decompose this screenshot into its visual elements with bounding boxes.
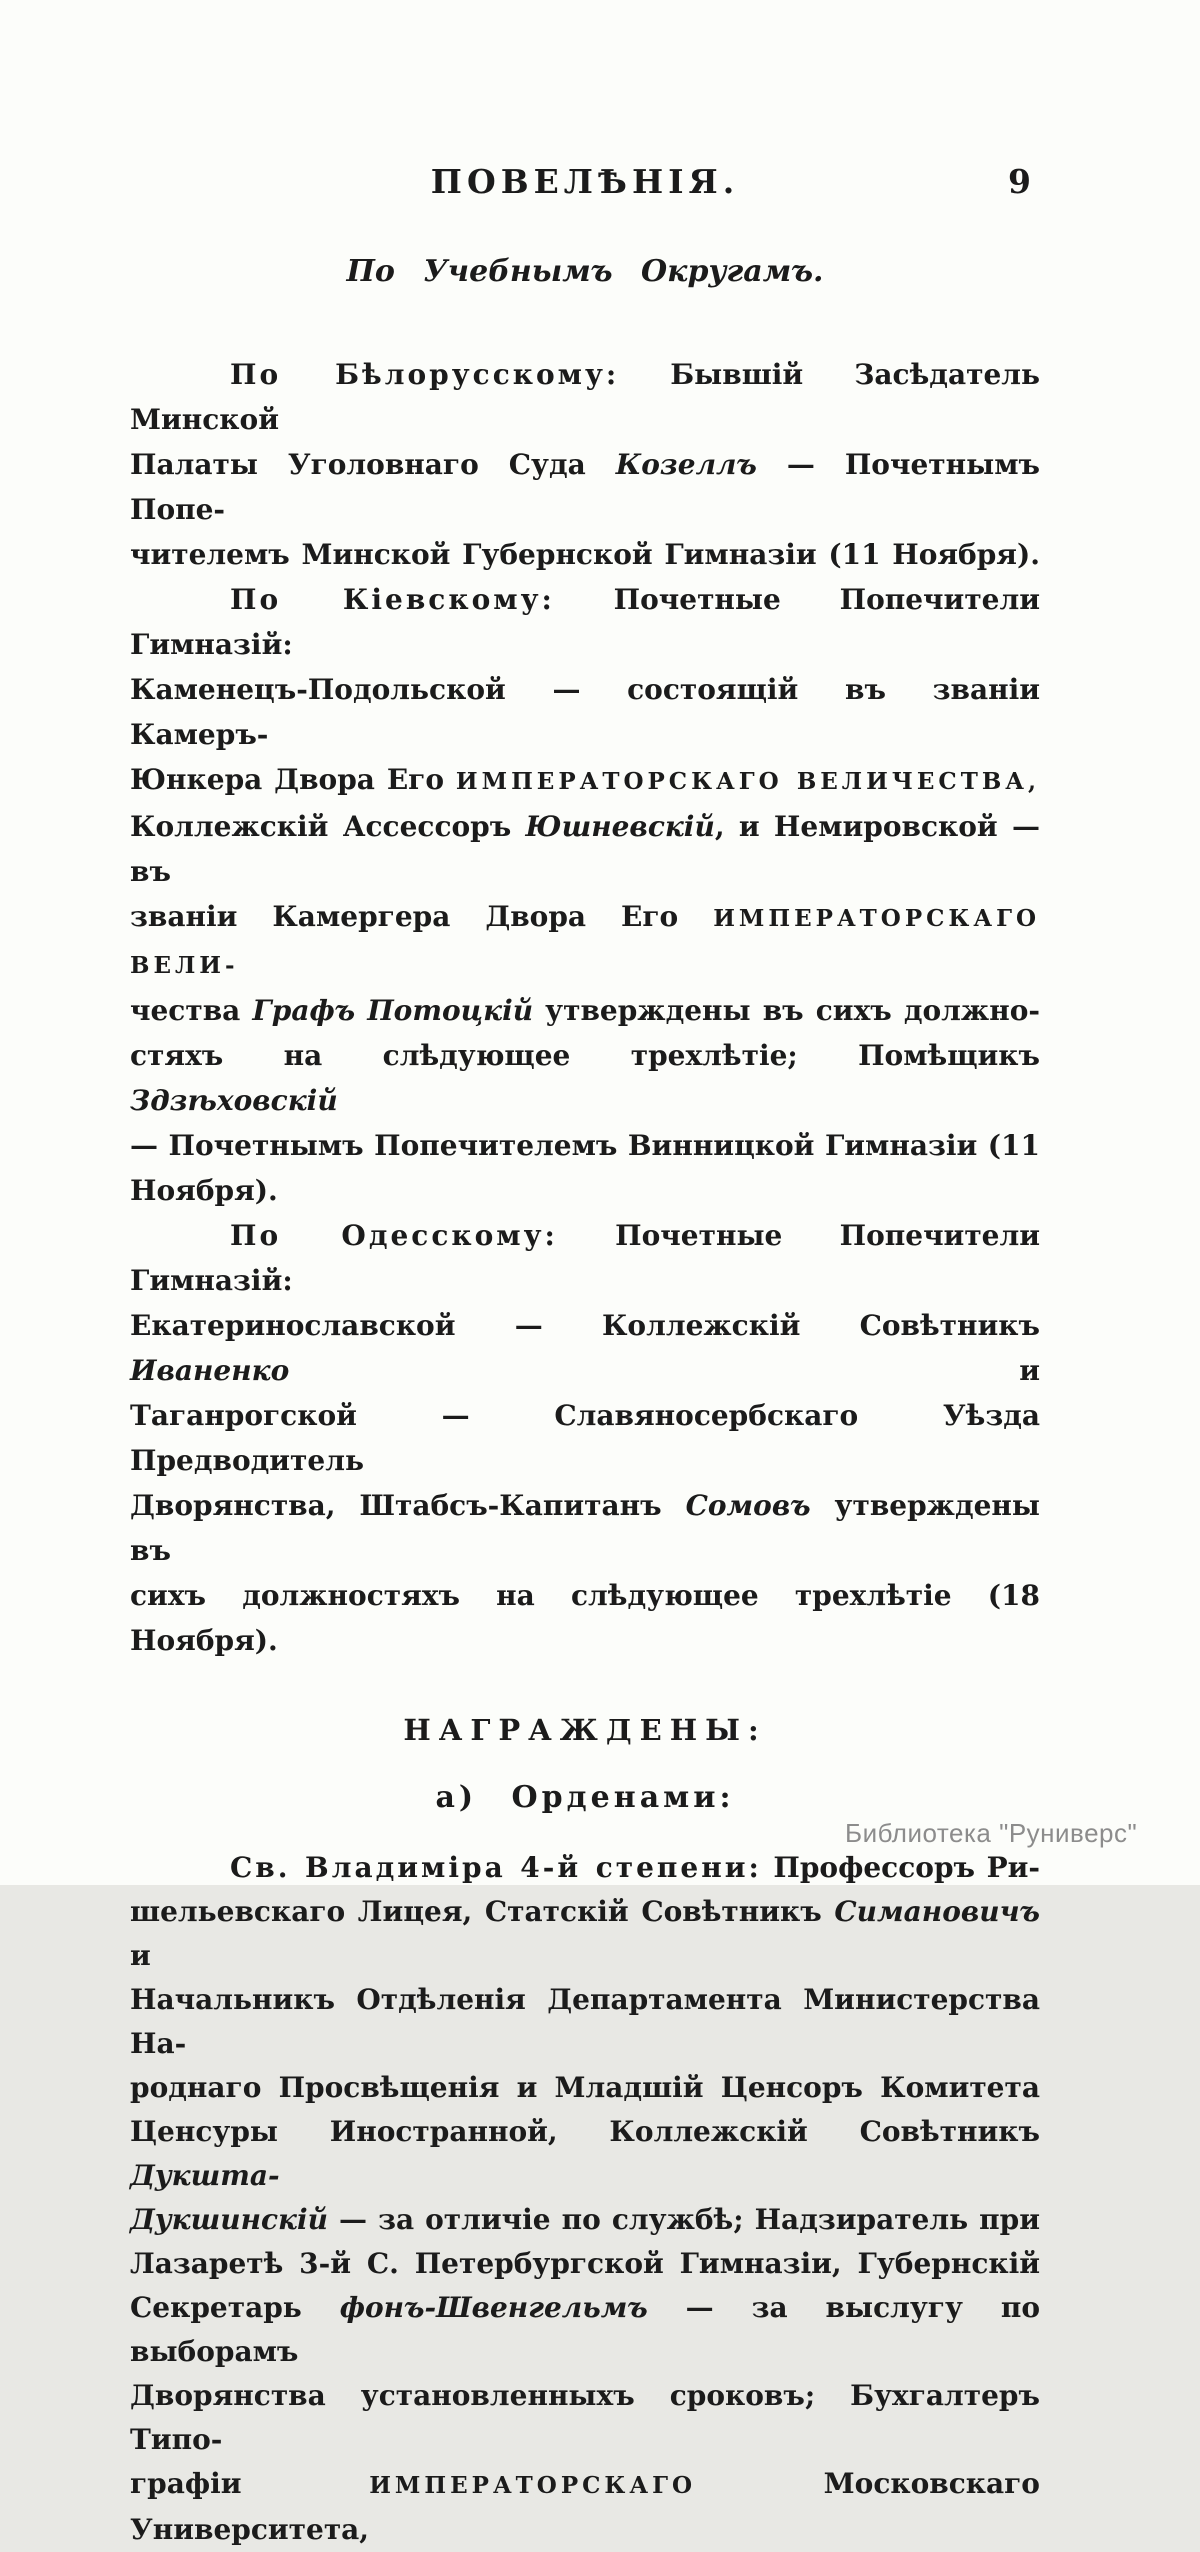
document-body: [130, 352, 1040, 2552]
proper-name-italic: Сомовъ: [685, 1489, 811, 1522]
text-line: [130, 1033, 1040, 1123]
text-segment: Ноября).: [130, 1174, 278, 1207]
heading-orders: [130, 1775, 1040, 1820]
text-segment: Каменецъ-Подольской — состоящій въ званіи Камеръ-: [130, 673, 1040, 751]
proper-name-italic: Здзѣховскій: [130, 1084, 338, 1117]
text-segment: чества: [130, 994, 253, 1027]
text-segment: и: [289, 1354, 1040, 1387]
text-segment: чителемъ Минской Губернской Гимназіи (11 Ноября).: [130, 538, 1040, 571]
text-line: [130, 667, 1040, 757]
page-header: [130, 160, 1040, 208]
text-segment: стяхъ на слѣдующее трехлѣтіе; Помѣщикъ: [130, 1039, 1040, 1072]
text-segment: Московскаго Университета,: [130, 2467, 1040, 2546]
proper-name-italic: фонъ-Швенгельмъ: [339, 2291, 648, 2324]
text-line: [130, 804, 1040, 894]
text-segment: Коллежскій Ассессоръ: [130, 810, 526, 843]
para-belorussky: [130, 352, 1040, 577]
text-segment: Юнкера Двора Его: [130, 763, 456, 796]
text-line: [130, 1393, 1040, 1483]
text-segment: — за отличіе по службѣ; Надзиратель при: [327, 2203, 1040, 2236]
text-segment: ИМПЕРАТОРСКАГО ВЕЛИЧЕСТВА,: [455, 768, 1040, 795]
text-line: [130, 442, 1040, 532]
text-line: [130, 2110, 1040, 2198]
text-segment: утверждены въ сихъ должно-: [533, 994, 1040, 1027]
text-segment: Почетные Попечители Гимназій:: [130, 583, 1040, 661]
proper-name-italic: Юшневскій: [525, 810, 715, 843]
running-title: ПОВЕЛѢНІЯ.: [430, 162, 740, 201]
para-kievsky: [130, 577, 1040, 1213]
proper-name-italic: Дукшта-: [130, 2159, 280, 2192]
text-line: [130, 2198, 1040, 2242]
text-line: [130, 894, 1040, 988]
text-segment: и: [130, 1939, 151, 1972]
text-segment: ИМПЕРАТОРСКАГО ВЕЛИ-: [130, 905, 1040, 979]
heading-awarded-text: НАГРАЖДЕНЫ:: [403, 1713, 767, 1747]
text-segment: Дворянства установленныхъ сроковъ; Бухгалтеръ Типо-: [130, 2379, 1040, 2456]
text-segment: Палаты Уголовнаго Суда: [130, 448, 616, 481]
proper-name-italic: Симановичъ: [834, 1895, 1040, 1928]
text-segment: — за выслугу по выборамъ: [130, 2291, 1040, 2368]
text-segment: сихъ должностяхъ на слѣдующее трехлѣтіе (18 Ноября).: [130, 1579, 1040, 1657]
text-line: [130, 2066, 1040, 2110]
proper-name-italic: Козеллъ: [615, 448, 757, 481]
section-subtitle: По Учебнымъ Округамъ.: [346, 254, 824, 289]
text-line: [130, 1573, 1040, 1663]
text-segment: По Бѣлорусскому:: [230, 358, 620, 391]
text-segment: шельевскаго Лицея, Статскій Совѣтникъ: [130, 1895, 835, 1928]
text-line: [130, 1846, 1040, 1890]
para-vladimir: [130, 1846, 1040, 2552]
text-segment: роднаго Просвѣщенія и Младшій Ценсоръ Комитета: [130, 2071, 1040, 2104]
text-segment: Дворянства, Штабсъ-Капитанъ: [130, 1489, 686, 1522]
text-line: [130, 757, 1040, 804]
heading-orders-text: а) Орденами:: [435, 1780, 735, 1815]
text-line: [130, 1123, 1040, 1168]
text-segment: Св. Владиміра 4-й степени:: [230, 1851, 762, 1884]
heading-awarded: [130, 1708, 1040, 1753]
text-segment: Начальникъ Отдѣленія Департамента Министерства На-: [130, 1983, 1040, 2060]
text-line: [130, 2286, 1040, 2374]
text-segment: утверждены въ: [130, 1489, 1040, 1567]
text-segment: ИМПЕРАТОРСКАГО: [369, 2472, 696, 2499]
text-segment: Почетные Попечители Гимназій:: [130, 1219, 1040, 1297]
text-segment: По Кіевскому:: [230, 583, 555, 616]
text-line: [130, 1168, 1040, 1213]
text-segment: , и Немировской — въ: [130, 810, 1040, 888]
text-segment: графіи: [130, 2467, 370, 2500]
text-line: [130, 1303, 1040, 1393]
text-segment: Лазаретѣ 3-й С. Петербургской Гимназіи, Губернскій: [130, 2247, 1040, 2280]
text-segment: Секретарь: [130, 2291, 340, 2324]
text-line: [130, 577, 1040, 667]
text-line: [130, 988, 1040, 1033]
text-line: [130, 2462, 1040, 2552]
proper-name-italic: Дукшинскій: [130, 2203, 328, 2236]
text-line: [130, 1483, 1040, 1573]
text-segment: По Одесскому:: [230, 1219, 558, 1252]
text-line: [130, 532, 1040, 577]
text-segment: Ценсуры Иностранной, Коллежскій Совѣтникъ: [130, 2115, 1040, 2148]
text-segment: — Почетнымъ Попечителемъ Винницкой Гимназіи (11: [130, 1129, 1040, 1162]
text-segment: Бывшій Засѣдатель Минской: [130, 358, 1040, 436]
text-line: [130, 2242, 1040, 2286]
proper-name-italic: Иваненко: [130, 1354, 290, 1387]
proper-name-italic: Графъ Потоцкій: [252, 994, 534, 1027]
library-watermark: Библиотека "Руниверс": [845, 1818, 1138, 1848]
text-segment: Профессоръ Ри-: [761, 1851, 1041, 1884]
text-segment: — Почетнымъ Попе-: [130, 448, 1041, 526]
text-segment: Екатеринославской — Коллежскій Совѣтникъ: [130, 1309, 1040, 1342]
text-line: [130, 2374, 1040, 2462]
page-number: 9: [1008, 162, 1031, 201]
text-line: [130, 1213, 1040, 1303]
text-line: [130, 1890, 1040, 1978]
para-odessky: [130, 1213, 1040, 1663]
text-line: [130, 1978, 1040, 2066]
text-segment: званіи Камергера Двора Его: [130, 900, 714, 933]
text-segment: Таганрогской — Славяносербскаго Уѣзда Предводитель: [130, 1399, 1040, 1477]
text-line: [130, 352, 1040, 442]
